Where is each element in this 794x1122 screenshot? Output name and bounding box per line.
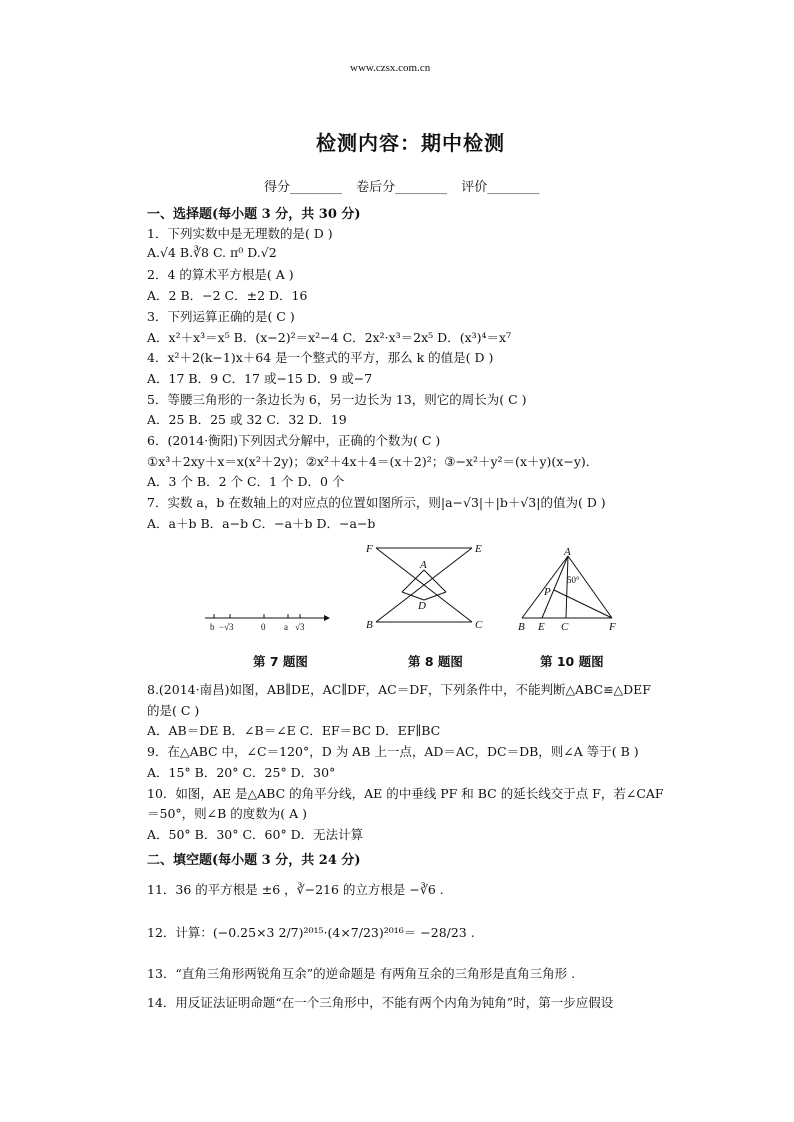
figure-8 — [362, 540, 492, 635]
question-line: 3．下列运算正确的是( C ) — [147, 308, 295, 324]
fig8-label-D: D — [418, 600, 426, 612]
question-line: A．17 B．9 C．17 或−15 D．9 或−7 — [147, 370, 373, 386]
question-line: A．15° B．20° C．25° D．30° — [147, 764, 336, 780]
question-line: 4．x²＋2(k−1)x＋64 是一个整式的平方，那么 k 的值是( D ) — [147, 350, 494, 366]
fig8-label-A: A — [420, 559, 427, 571]
fig10-label-angle: 50° — [567, 575, 580, 585]
question-line: 2．4 的算术平方根是( A ) — [147, 267, 294, 283]
site-header: www.czsx.com.cn — [350, 62, 431, 74]
fig10-label-F: F — [609, 621, 616, 633]
fig8-caption: 第 8 题图 — [408, 654, 463, 669]
question-line: ①x³＋2xy＋x＝x(x²＋2y)；②x²＋4x＋4＝(x＋2)²；③−x²＋y²＝(x＋y)(x−y)． — [147, 453, 599, 469]
question-line: A．2 B．−2 C．±2 D．16 — [147, 288, 308, 304]
question-line: A．AB＝DE B．∠B＝∠E C．EF＝BC D．EF∥BC — [147, 723, 441, 739]
fig10-label-C: C — [561, 621, 569, 633]
fig10-caption: 第 10 题图 — [540, 654, 604, 669]
question-line: A．a＋b B．a−b C．−a＋b D．−a−b — [147, 515, 376, 531]
fig8-label-C: C — [475, 619, 483, 631]
question-line: 6．(2014·衡阳)下列因式分解中，正确的个数为( C ) — [147, 433, 441, 448]
number-line-figure — [200, 600, 340, 640]
fig10-label-A: A — [564, 546, 571, 558]
question-11: 11．36 的平方根是 ±6 ，∛−216 的立方根是 −∛6 . — [147, 882, 444, 897]
question-12: 12．计算：(−0.25×3 2/7)²⁰¹⁵·(4×7/23)²⁰¹⁶＝ −28/23 . — [147, 925, 475, 940]
question-line: 7．实数 a，b 在数轴上的对应点的位置如图所示，则|a−√3|＋|b＋√3|的值为( D ) — [147, 495, 606, 511]
question-line: A．x²＋x³＝x⁵ B．(x−2)²＝x²−4 C．2x²·x³＝2x⁵ D．(x³)⁴＝x⁷ — [147, 329, 512, 345]
question-14: 14．用反证法证明命题“在一个三角形中，不能有两个内角为钝角”时，第一步应假设 — [147, 995, 614, 1010]
question-line: 1．下列实数中是无理数的是( D ) — [147, 226, 333, 241]
fig7-label-a: a — [284, 622, 288, 632]
question-line: 8.(2014·南昌)如图，AB∥DE，AC∥DF，AC＝DF，下列条件中，不能判断△ABC≌△DEF — [147, 682, 651, 697]
question-13: 13．“直角三角形两锐角互余”的逆命题是 有两角互余的三角形是直角三角形 . — [147, 966, 576, 981]
question-line: 的是( C ) — [147, 702, 200, 718]
question-line: 9．在△ABC 中，∠C＝120°，D 为 AB 上一点，AD＝AC，DC＝DB，则∠A 等于( B ) — [147, 744, 639, 760]
figure-10 — [512, 548, 622, 636]
fig7-label-neg-sqrt3: −√3 — [219, 622, 234, 632]
section2-heading: 二、填空题(每小题 3 分，共 24 分) — [147, 853, 361, 868]
fig8-label-F: F — [366, 543, 373, 555]
triangles-figure — [362, 540, 492, 635]
fig8-label-B: B — [366, 619, 373, 631]
question-line: A．3 个 B．2 个 C．1 个 D．0 个 — [147, 474, 345, 490]
question-line: 5．等腰三角形的一条边长为 6，另一边长为 13，则它的周长为( C ) — [147, 391, 527, 407]
fig7-label-0: 0 — [261, 622, 266, 632]
triangle-bisector-figure — [512, 548, 622, 636]
question-line: ＝50°，则∠B 的度数为( A ) — [147, 806, 308, 822]
fig7-caption: 第 7 题图 — [253, 654, 308, 669]
score-line: 得分________ 卷后分________ 评价________ — [264, 180, 540, 195]
fig10-label-E: E — [538, 621, 545, 633]
fig7-label-sqrt3: √3 — [295, 622, 305, 632]
fig7-label-b: b — [210, 622, 215, 632]
question-line: 10．如图，AE 是△ABC 的角平分线，AE 的中垂线 PF 和 BC 的延长线交于点 F，若∠CAF — [147, 785, 664, 801]
question-line: A.√4 B.∛8 C. π⁰ D.√2 — [147, 244, 277, 260]
section1-heading: 一、选择题(每小题 3 分，共 30 分) — [147, 207, 361, 222]
fig10-label-B: B — [518, 621, 525, 633]
question-line: A．50° B．30° C．60° D．无法计算 — [147, 826, 364, 842]
question-line: A．25 B．25 或 32 C．32 D．19 — [147, 412, 347, 428]
figure-7 — [200, 600, 340, 640]
fig8-label-E: E — [475, 543, 482, 555]
fig10-label-P: P — [544, 586, 551, 598]
page-title: 检测内容：期中检测 — [316, 131, 505, 155]
